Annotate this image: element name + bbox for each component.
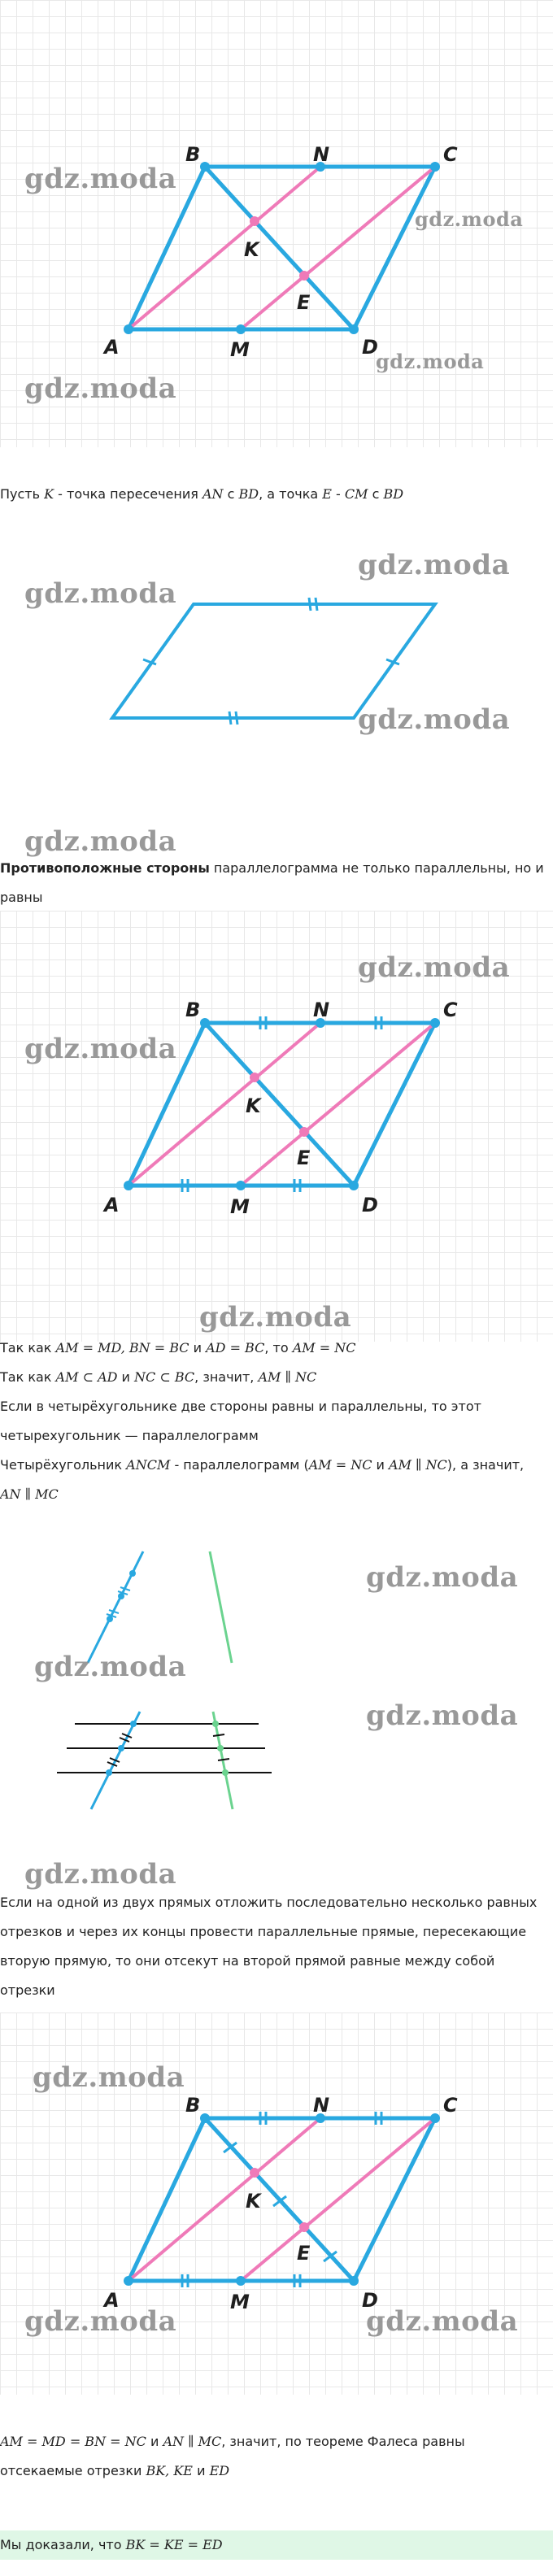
label-K: K [246,2190,261,2213]
watermark: gdz.moda [358,549,511,581]
figure-thales-lines [0,1545,553,1891]
text-opposite-sides: Противоположные стороны параллелограмма не только параллельны, но и равны [0,860,544,905]
watermark: gdz.moda [199,1301,352,1334]
label-K: K [244,238,259,261]
watermark: gdz.moda [24,2305,177,2338]
figure-parallelogram-2 [0,911,553,1342]
figure-parallelogram-3 [0,2012,553,2395]
watermark: gdz.moda [415,207,524,231]
label-M: M [230,338,250,361]
label-N: N [313,143,330,166]
label-A: A [104,336,120,359]
watermark: gdz.moda [376,350,485,373]
label-E: E [297,291,311,314]
label-M: M [230,2291,250,2313]
figure-parallelogram-1 [0,0,553,447]
watermark: gdz.moda [358,951,511,984]
label-A: A [104,1194,120,1216]
label-E: E [297,2242,311,2265]
label-K: K [246,1094,261,1117]
label-A: A [104,2289,120,2312]
watermark: gdz.moda [24,163,177,195]
watermark: gdz.moda [24,1858,177,1891]
watermark: gdz.moda [24,1033,177,1065]
label-B: B [185,2094,201,2117]
text-proof-parallelogram: Так как AM = MD, BN = BC и AD = BC, то AM = NC Так как AM ⊂ AD и NC ⊂ BC, значит, AM ∥ NC Если в четырёхугольнике две стороны равны и параллельны, то этот четырехугольник — параллелограмм Четырёхугольник ANCM - параллелограмм (AM = NC и AM ∥ NC), а значит, AN ∥ MC [0,1340,525,1502]
label-D: D [362,336,378,359]
text-intersection-def: Пусть K - точка пересечения AN с BD, а точка E - CM с BD [0,486,404,502]
watermark: gdz.moda [366,1699,519,1732]
text-proof-result: Мы доказали, что BK = KE = ED [0,2530,553,2560]
label-E: E [297,1147,311,1169]
watermark: gdz.moda [24,577,177,610]
text-thales-theorem: Если на одной из двух прямых отложить последовательно несколько равных отрезков и через их концы провести параллельные прямые, пересекающие вторую прямую, то они отсекут на второй прямой равные между собой отрезки [0,1895,538,1998]
watermark: gdz.moda [34,1651,187,1683]
label-N: N [313,2094,330,2117]
watermark: gdz.moda [24,372,177,405]
label-B: B [185,999,201,1021]
label-D: D [362,1194,378,1216]
watermark: gdz.moda [24,825,177,858]
label-B: B [185,143,201,166]
label-C: C [443,999,458,1021]
label-D: D [362,2289,378,2312]
label-N: N [313,999,330,1021]
label-C: C [443,2094,458,2117]
text-thales-conclusion: AM = MD = BN = NC и AN ∥ MC, значит, по теореме Фалеса равны отсекаемые отрезки BK, KE и ED [0,2434,465,2478]
watermark: gdz.moda [358,703,511,736]
watermark: gdz.moda [366,2305,519,2338]
watermark: gdz.moda [33,2061,185,2094]
label-C: C [443,143,458,166]
watermark: gdz.moda [366,1561,519,1594]
label-M: M [230,1195,250,1218]
figure-parallelogram-ticks [0,520,553,858]
